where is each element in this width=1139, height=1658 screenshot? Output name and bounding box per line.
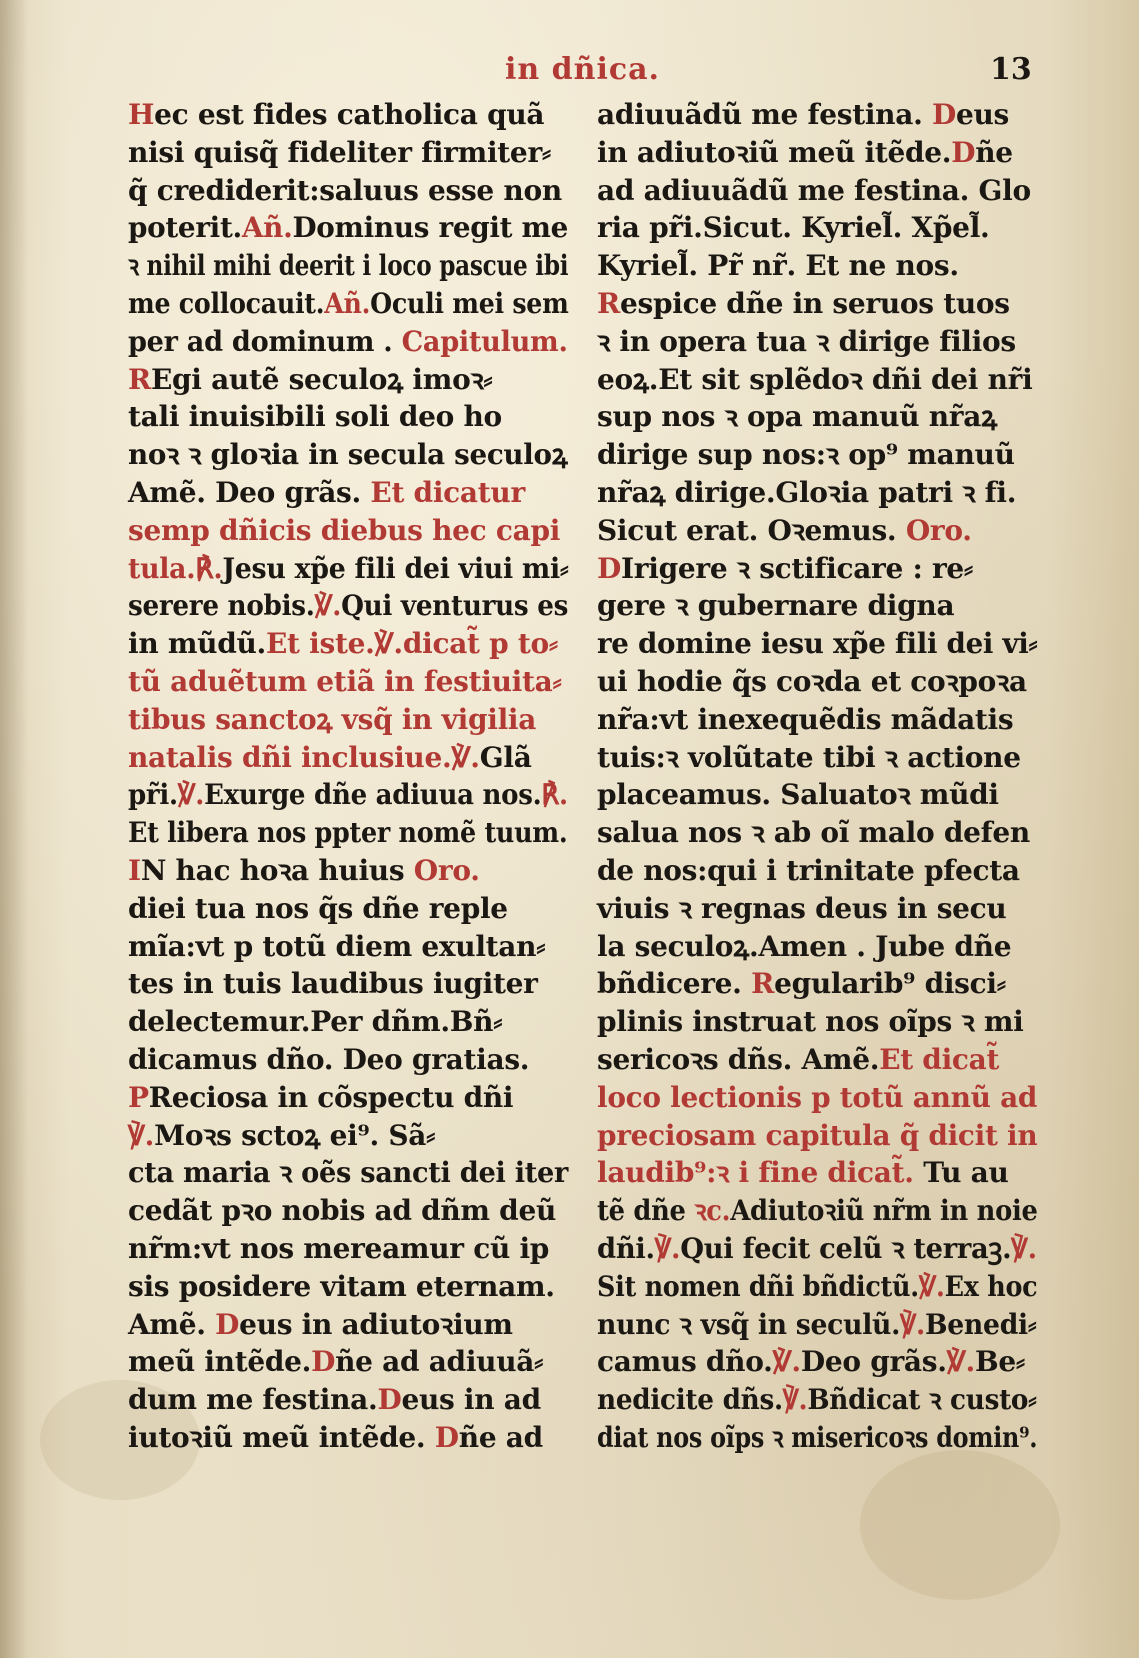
- text-line: [128, 1117, 568, 1155]
- text-line: [597, 474, 1037, 512]
- rubric-text: laudib⁹:ꝛ i fine dicat̃.: [597, 1156, 924, 1190]
- text-line: [128, 550, 569, 588]
- body-text: eus in adiutoꝛium: [239, 1307, 513, 1341]
- body-text: Adiutoꝛiũ nr̃m in noie: [730, 1194, 1038, 1228]
- text-line: [597, 172, 1037, 210]
- body-text: Sicut erat. Oꝛemus.: [597, 513, 906, 547]
- body-text: poterit.: [128, 211, 242, 245]
- body-text: Amẽ. Deo grãs.: [128, 475, 371, 509]
- text-line: [128, 928, 568, 966]
- body-text: serere nobis.: [128, 589, 315, 623]
- text-line: [597, 928, 1037, 966]
- text-line: [597, 587, 1037, 625]
- text-line: [128, 776, 568, 814]
- body-text: sis posidere vitam eternam.: [128, 1269, 555, 1303]
- text-line: [128, 247, 569, 285]
- body-text: plinis instruat nos oĩps ꝛ mi: [597, 1005, 1024, 1039]
- body-text: Exurge dñe adiuua nos.: [204, 778, 542, 812]
- text-line: [128, 739, 568, 777]
- rubric-text: tũ aduẽtum etiã in festiuita⸗: [128, 664, 562, 698]
- text-line: [128, 852, 568, 890]
- body-text: meũ intẽde.: [128, 1345, 312, 1379]
- left-text-column: [128, 96, 568, 1457]
- body-text: sup nos ꝛ opa manuũ nr̃aꝝ: [597, 400, 997, 434]
- text-line: [128, 361, 568, 399]
- folio-number: 13: [990, 52, 1032, 87]
- rubric-text: ℣.: [128, 1118, 155, 1152]
- text-line: [128, 1041, 568, 1079]
- text-line: [128, 965, 568, 1003]
- text-line: [128, 1343, 568, 1381]
- body-text: Reciosa in cõspectu dñi: [148, 1080, 514, 1114]
- body-text: egularib⁹ disci⸗: [774, 967, 1006, 1001]
- body-text: re domine iesu xp̃e fili dei vi⸗: [597, 627, 1038, 661]
- rubric-text: loco lectionis p totũ annũ ad: [597, 1080, 1038, 1114]
- text-line: [597, 398, 1037, 436]
- rubric-text: P: [128, 1080, 149, 1114]
- text-line: [128, 1154, 569, 1192]
- right-text-column: [597, 96, 1037, 1457]
- text-line: [597, 1079, 1036, 1117]
- body-text: ꝛ nihil mihi deerit i loco pascue ibi: [128, 249, 569, 283]
- text-line: [128, 625, 568, 663]
- text-line: [597, 209, 1037, 247]
- body-text: nunc ꝛ vsq̃ in seculũ.: [597, 1307, 901, 1341]
- rubric-text: tula.: [128, 551, 196, 585]
- text-line: [128, 285, 569, 323]
- text-line: [597, 1230, 1037, 1268]
- body-text: nedicite dñs.: [597, 1383, 783, 1417]
- text-line: [597, 247, 1037, 285]
- rubric-text: D: [597, 551, 621, 585]
- body-text: dñi.: [597, 1231, 655, 1265]
- text-line: [128, 436, 568, 474]
- body-text: ñe ad: [458, 1420, 543, 1454]
- body-text: ui hodie q̃s coꝛda et coꝛpoꝛa: [597, 664, 1027, 698]
- text-line: [597, 625, 1038, 663]
- body-text: adiuuãdũ me festina.: [597, 98, 932, 131]
- text-line: [128, 1381, 568, 1419]
- body-text: nr̃m:vt nos mereamur cũ ip: [128, 1231, 550, 1265]
- body-text: dirige sup nos:ꝛ op⁹ manuũ: [597, 438, 1015, 472]
- body-text: Benedi⸗: [925, 1307, 1037, 1341]
- rubric-text: semp dñicis diebus hec capi: [128, 513, 561, 547]
- body-text: nr̃a:vt inexequẽdis mãdatis: [597, 702, 1014, 736]
- body-text: Deo grãs.: [800, 1345, 947, 1379]
- rubric-text: Añ.: [241, 211, 293, 245]
- body-text: ñe: [975, 135, 1013, 169]
- body-text: me collocauit.: [128, 286, 325, 320]
- rubric-text: H: [128, 98, 155, 131]
- body-text: Sit nomen dñi bñdictũ.: [597, 1269, 919, 1303]
- text-line: [128, 814, 568, 852]
- body-text: Be⸗: [975, 1345, 1025, 1379]
- body-text: dicamus dño. Deo gratias.: [128, 1042, 530, 1076]
- text-line: [597, 1117, 1036, 1155]
- body-text: Et libera nos ppter nomẽ tuum.: [128, 816, 568, 850]
- body-text: Jesu xp̃e fili dei viui mi⸗: [222, 551, 569, 585]
- rubric-text: Et dicat̃: [879, 1042, 1000, 1076]
- body-text: Egi autẽ seculoꝝ imoꝛ⸗: [150, 362, 493, 396]
- body-text: de nos:qui i trinitate pfecta: [597, 853, 1020, 887]
- text-line: [597, 1306, 1037, 1344]
- text-line: [128, 1003, 568, 1041]
- text-line: [597, 1154, 1037, 1192]
- body-text: Tu au: [923, 1156, 1009, 1190]
- body-text: N hac hoꝛa huius: [140, 853, 414, 887]
- rubric-text: Et dicatur: [370, 475, 525, 509]
- body-text: gere ꝛ gubernare digna: [597, 589, 955, 623]
- text-line: [597, 701, 1037, 739]
- body-text: in mũdũ.: [128, 627, 267, 661]
- rubric-text: ℣.: [918, 1269, 945, 1303]
- body-text: tali inuisibili soli deo ho: [128, 400, 502, 434]
- text-line: [597, 550, 1037, 588]
- text-line: [597, 852, 1037, 890]
- rubric-text: ℣.: [654, 1231, 681, 1265]
- rubric-text: ℟.: [541, 778, 568, 812]
- rubric-text: ℣.: [946, 1345, 975, 1379]
- text-line: [597, 1419, 1038, 1457]
- binding-shadow: [0, 0, 28, 1658]
- text-line: [128, 96, 568, 134]
- rubric-text: preciosam capitula q̃ dicit in: [597, 1118, 1038, 1152]
- rubric-text: R: [751, 967, 775, 1001]
- rubric-text: ℣.: [1011, 1231, 1037, 1265]
- body-text: placeamus. Saluatoꝛ mũdi: [597, 778, 999, 812]
- rubric-text: ꝛc.: [694, 1194, 731, 1228]
- body-text: tẽ dñe: [597, 1194, 695, 1228]
- rubric-text: I: [128, 853, 141, 887]
- text-line: [597, 1041, 1037, 1079]
- body-text: in adiutoꝛiũ meũ itẽde.: [597, 135, 952, 169]
- body-text: cedãt pꝛo nobis ad dñm deũ: [128, 1194, 557, 1228]
- body-text: salua nos ꝛ ab oĩ malo defen: [597, 816, 1030, 850]
- body-text: dum me festina.: [128, 1383, 378, 1417]
- body-text: eoꝝ.Et sit splẽdoꝛ dñi dei nr̃i: [597, 362, 1033, 396]
- body-text: eus: [955, 98, 1010, 131]
- text-line: [597, 663, 1037, 701]
- text-line: [128, 209, 569, 247]
- rubric-text: R: [128, 362, 151, 396]
- text-line: [128, 398, 568, 436]
- rubric-text: natalis dñi inclusiue.℣.: [128, 740, 480, 774]
- body-text: ñe ad adiuuã⸗: [335, 1345, 544, 1379]
- body-text: nisi quisq̃ fideliter firmiter⸗: [128, 135, 551, 169]
- body-text: ria pr̃i.Sicut. Kyriel̃. Xp̃el̃.: [597, 211, 990, 245]
- rubric-text: ℟.: [195, 551, 223, 585]
- body-text: Moꝛs sctoꝝ ei⁹. Sã⸗: [154, 1118, 436, 1152]
- text-line: [128, 587, 569, 625]
- rubric-text: Capitulum.: [401, 324, 568, 358]
- body-text: Qui fecit celũ ꝛ terraꝫ.: [680, 1231, 1012, 1265]
- text-line: [597, 436, 1037, 474]
- body-text: ꝛ in opera tua ꝛ dirige filios: [597, 324, 1016, 358]
- body-text: per ad dominum .: [128, 324, 402, 358]
- text-line: [128, 663, 568, 701]
- rubric-text: Oro.: [905, 513, 972, 547]
- body-text: eus in ad: [401, 1383, 541, 1417]
- body-text: la seculoꝝ.Amen . Jube dñe: [597, 929, 1012, 963]
- body-text: Oculi mei sem: [370, 286, 569, 320]
- rubric-text: Oro.: [413, 853, 480, 887]
- body-text: q̃ crediderit:saluus esse non: [128, 173, 562, 207]
- body-text: noꝛ ꝛ gloꝛia in secula seculoꝝ: [128, 438, 568, 472]
- text-line: [597, 285, 1037, 323]
- body-text: Amẽ.: [128, 1307, 216, 1341]
- body-text: sericoꝛs dñs. Amẽ.: [597, 1042, 880, 1076]
- body-text: tuis:ꝛ volũtate tibi ꝛ actione: [597, 740, 1021, 774]
- body-text: ec est fides catholica quã: [154, 98, 545, 131]
- body-text: bñdicere.: [597, 967, 752, 1001]
- body-text: camus dño.: [597, 1345, 773, 1379]
- body-text: mĩa:vt p totũ diem exultan⸗: [128, 929, 546, 963]
- rubric-text: D: [931, 98, 956, 131]
- body-text: delectemur.Per dñm.Bñ⸗: [128, 1005, 503, 1039]
- body-text: Irigere ꝛ sctificare : re⸗: [620, 551, 973, 585]
- body-text: Glã: [479, 740, 532, 774]
- text-line: [597, 1268, 1038, 1306]
- text-line: [597, 776, 1037, 814]
- text-line: [128, 512, 568, 550]
- rubric-text: tibus sanctoꝝ vsq̃ in vigilia: [128, 702, 537, 736]
- rubric-text: D: [215, 1307, 240, 1341]
- body-text: pr̃i.: [128, 778, 178, 812]
- text-line: [128, 1306, 568, 1344]
- text-line: [597, 512, 1037, 550]
- text-line: [597, 739, 1037, 777]
- text-line: [128, 172, 568, 210]
- rubric-text: ℣.: [314, 589, 342, 623]
- text-line: [128, 134, 568, 172]
- text-line: [597, 1381, 1037, 1419]
- rubric-text: D: [377, 1383, 402, 1417]
- rubric-text: D: [951, 135, 976, 169]
- body-text: Kyriel̃. Pr̃ nr̃. Et ne nos.: [597, 249, 959, 283]
- text-line: [597, 361, 1037, 399]
- text-line: [597, 890, 1037, 928]
- paper-stain: [860, 1450, 1060, 1600]
- body-text: Ex hoc: [944, 1269, 1038, 1303]
- body-text: diat nos oĩps ꝛ misericoꝛs domin⁹.: [597, 1420, 1038, 1454]
- text-line: [597, 134, 1037, 172]
- body-text: cta maria ꝛ oẽs sancti dei iter: [128, 1156, 569, 1190]
- rubric-text: ℣.: [772, 1345, 801, 1379]
- text-line: [597, 1192, 1038, 1230]
- rubric-text: R: [597, 286, 620, 320]
- rubric-text: Añ.: [324, 286, 371, 320]
- text-line: [128, 1192, 568, 1230]
- text-line: [128, 1230, 568, 1268]
- text-line: [597, 1003, 1037, 1041]
- body-text: iutoꝛiũ meũ intẽde.: [128, 1420, 435, 1454]
- body-text: diei tua nos q̃s dñe reple: [128, 891, 508, 925]
- body-text: Qui venturus es: [341, 589, 569, 623]
- text-line: [128, 1079, 568, 1117]
- text-line: [597, 96, 1037, 134]
- text-line: [597, 1343, 1037, 1381]
- text-line: [128, 1268, 568, 1306]
- text-line: [597, 814, 1037, 852]
- text-line: [128, 474, 568, 512]
- rubric-text: Et iste.℣.dicat̃ p to⸗: [266, 627, 558, 661]
- text-line: [128, 1419, 568, 1457]
- text-line: [597, 965, 1037, 1003]
- body-text: Bñdicat ꝛ custo⸗: [807, 1383, 1037, 1417]
- body-text: ad adiuuãdũ me festina. Glo: [597, 173, 1031, 207]
- text-line: [597, 323, 1037, 361]
- body-text: tes in tuis laudibus iugiter: [128, 967, 538, 1001]
- running-title: in dñica.: [505, 52, 660, 87]
- body-text: nr̃aꝝ dirige.Gloꝛia patri ꝛ fi.: [597, 475, 1017, 509]
- body-text: espice dñe in seruos tuos: [619, 286, 1010, 320]
- text-line: [128, 323, 568, 361]
- text-line: [128, 890, 568, 928]
- body-text: Dominus regit me: [292, 211, 569, 245]
- rubric-text: D: [434, 1420, 459, 1454]
- body-text: viuis ꝛ regnas deus in secu: [597, 891, 1007, 925]
- rubric-text: D: [311, 1345, 336, 1379]
- rubric-text: ℣.: [782, 1383, 808, 1417]
- text-line: [128, 701, 568, 739]
- rubric-text: ℣.: [177, 778, 205, 812]
- rubric-text: ℣.: [900, 1307, 926, 1341]
